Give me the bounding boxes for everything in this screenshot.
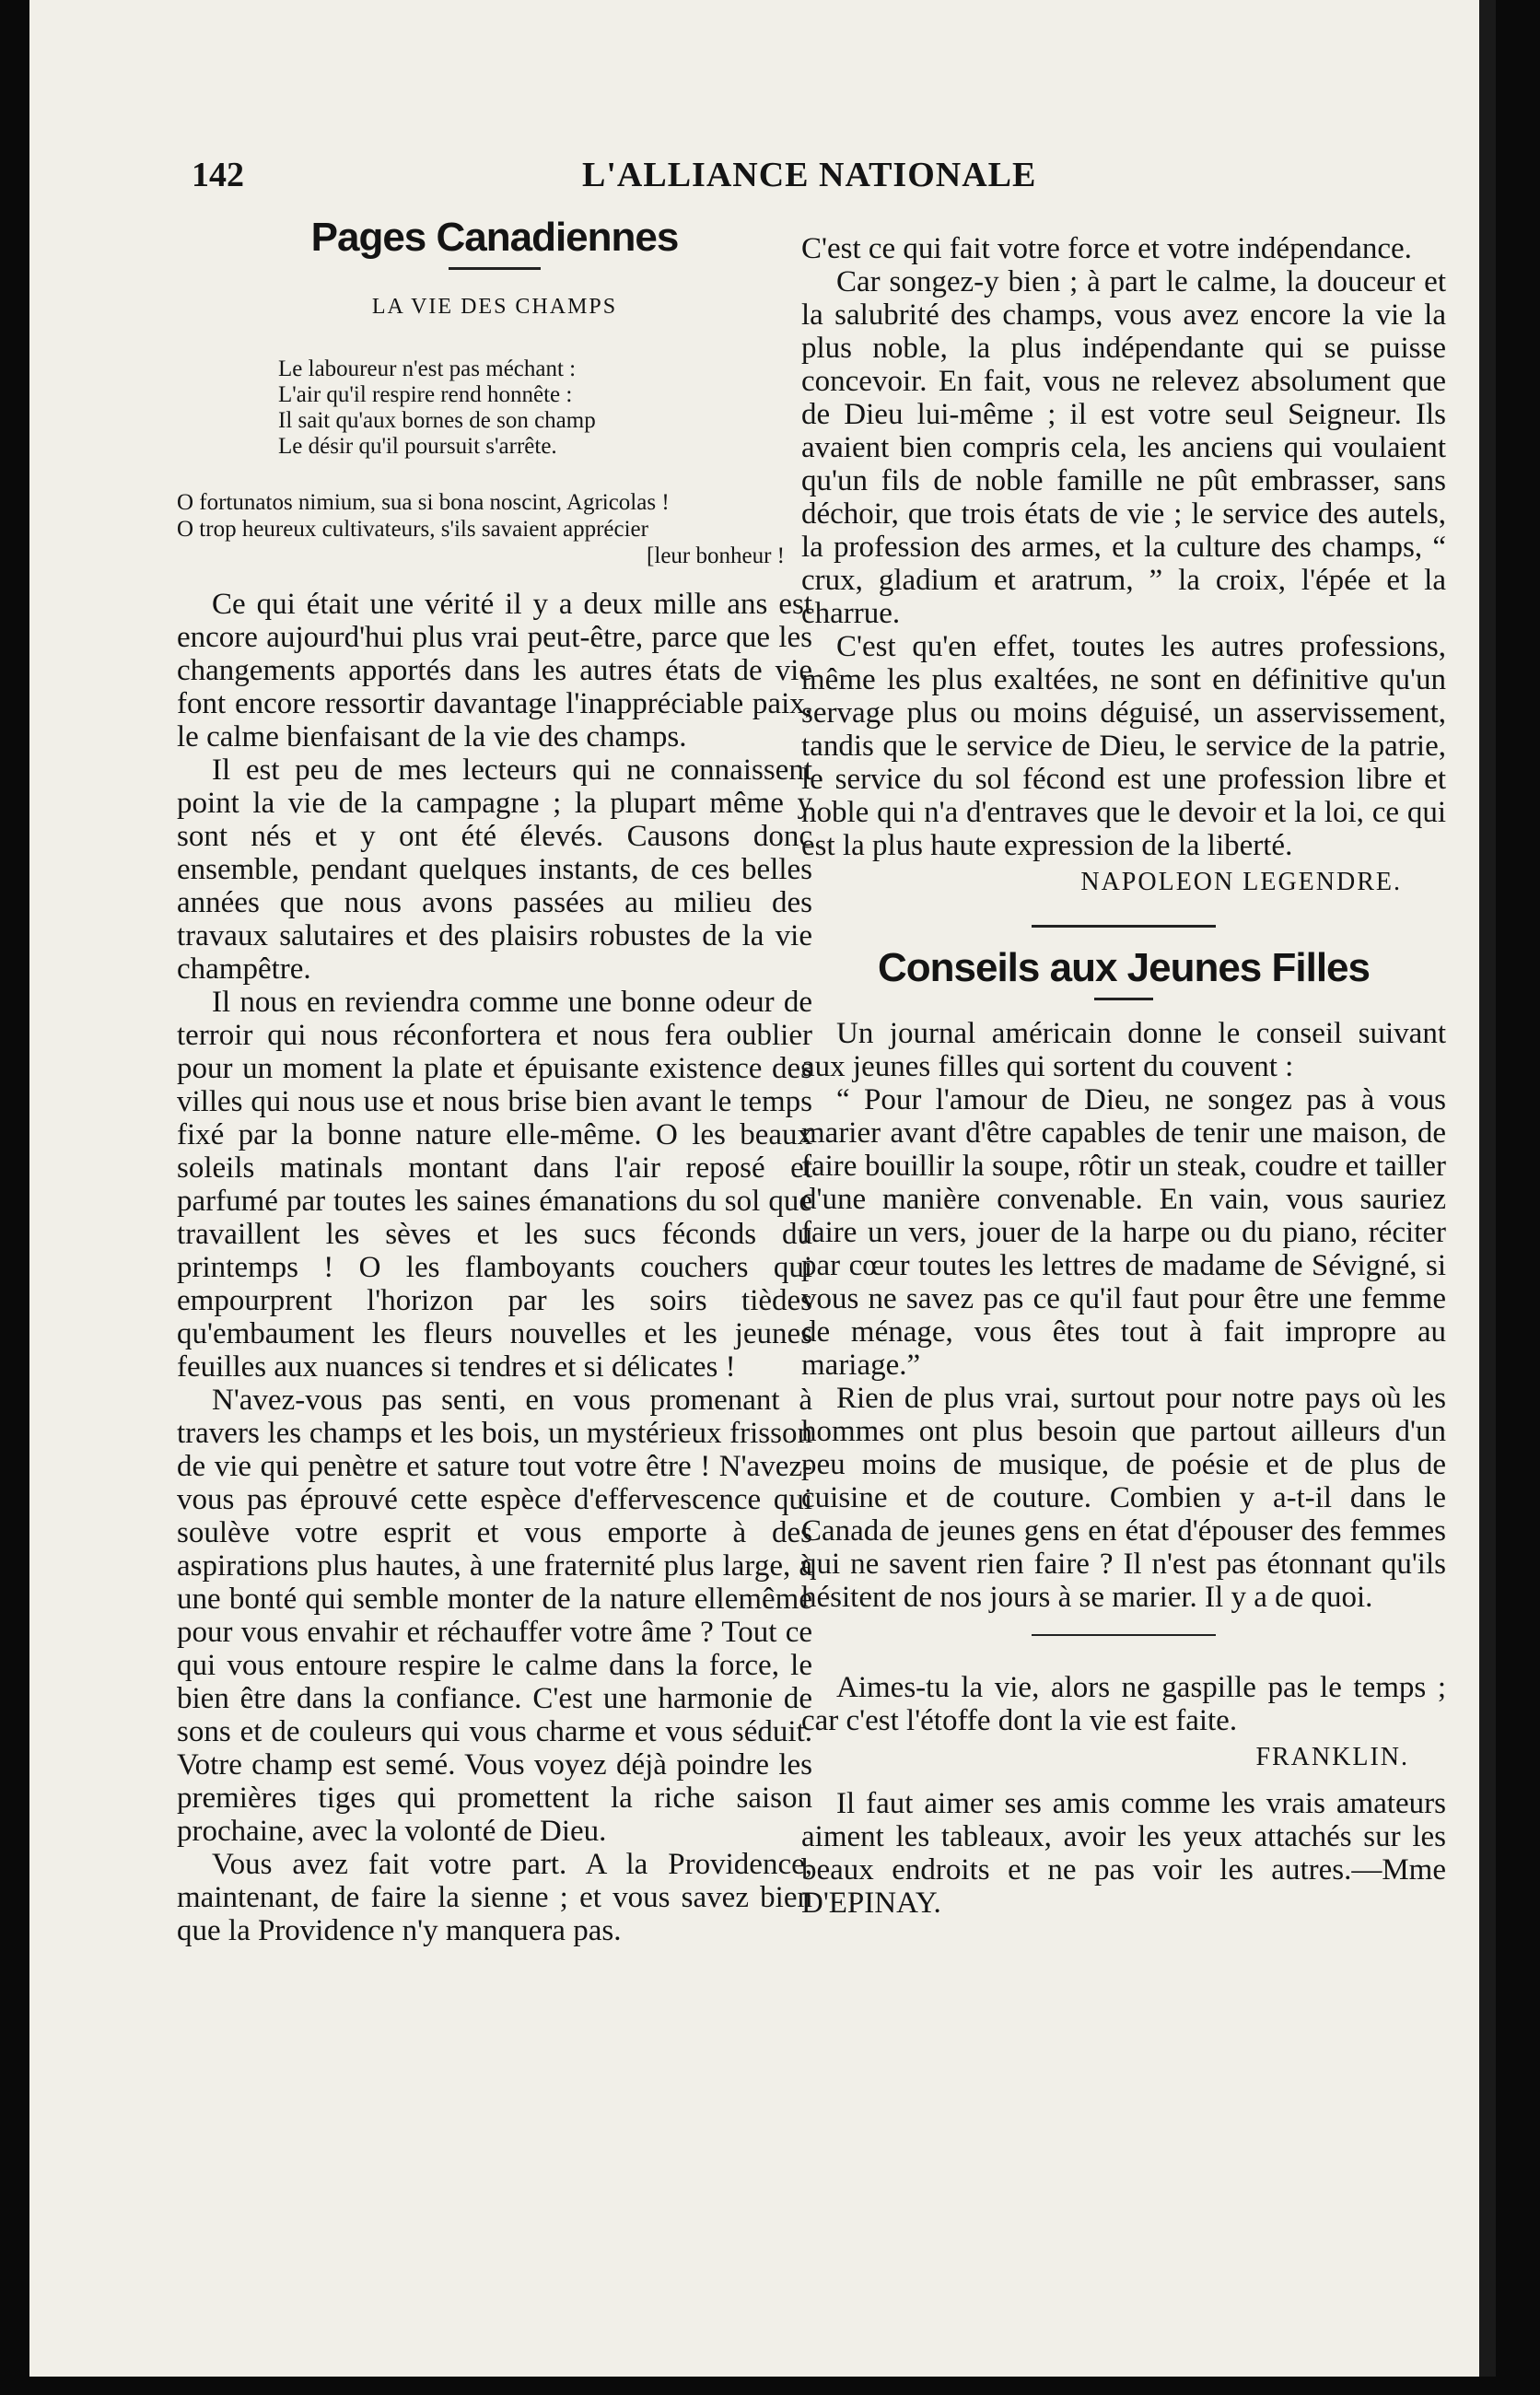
latin-quote: O fortunatos nimium, sua si bona noscint, Agricolas !: [177, 490, 670, 515]
poem-line: Le laboureur n'est pas méchant :: [278, 356, 577, 381]
left-column: [177, 215, 812, 1947]
french-quote: O trop heureux cultivateurs, s'ils savaient apprécier: [177, 517, 648, 542]
page-edge-shadow: [1479, 0, 1496, 2377]
section-separator: [1032, 925, 1216, 928]
article-title: Pages Canadiennes: [310, 215, 679, 260]
maxim: Aimes-tu la vie, alors ne gaspille pas le temps ; car c'est l'étoffe dont la vie est faite.: [801, 1671, 1446, 1737]
paragraph: C'est ce qui fait votre force et votre indépendance.: [801, 232, 1412, 265]
journal-page: [29, 0, 1496, 2377]
section-separator: [1032, 1634, 1216, 1636]
author-signature: NAPOLEON LEGENDRE.: [1080, 868, 1402, 896]
page-number: 142: [192, 156, 244, 194]
poem-line: Il sait qu'aux bornes de son champ: [278, 408, 596, 433]
poem-line: L'air qu'il respire rend honnête :: [278, 382, 573, 407]
paragraph: Il nous en reviendra comme une bonne odeur de terroir qui nous réconfortera et nous fera oublier pour un moment la plate et épuisante existence des villes qui nous use et nous brise bien avant le temps fixé par la bonne nature elle-même. O les beaux soleils matinals montant dans l'air reposé et parfumé par toutes les saines émanations du sol que travaillent les sèves et les sucs féconds du printemps ! O les flamboyants couchers qui empourprent l'horizon par les soirs tièdes qu'embaument les fleurs nouvelles et les jeunes feuilles aux nuances si tendres et si délicates !: [177, 986, 812, 1384]
article-subtitle: LA VIE DES CHAMPS: [371, 295, 618, 319]
right-column: [801, 232, 1446, 1920]
maxim-author: FRANKLIN.: [1255, 1743, 1409, 1771]
french-quote-end: [leur bonheur !: [647, 543, 785, 568]
title-rule: [449, 267, 541, 270]
paragraph: C'est qu'en effet, toutes les autres professions, même les plus exaltées, ne sont en définitive qu'un servage plus ou moins déguisé, un asservissement, tandis que le service de Dieu, le service de la patrie, le service du sol fécond est une profession libre et noble qui n'a d'entraves que le devoir et la loi, ce qui est la plus haute expression de la liberté.: [801, 630, 1446, 862]
epigraph-quote: [177, 489, 812, 569]
paragraph: Un journal américain donne le conseil suivant aux jeunes filles qui sortent du couvent :: [801, 1017, 1446, 1083]
title-rule: [1094, 998, 1153, 1000]
paragraph: “ Pour l'amour de Dieu, ne songez pas à vous marier avant d'être capables de tenir une maison, de faire bouillir la soupe, rôtir un steak, coudre et tailler d'une manière convenable. En vain, vous sauriez faire un vers, jouer de la harpe ou du piano, réciter par cœur toutes les lettres de madame de Sévigné, si vous ne savez pas ce qu'il faut pour être une femme de ménage, vous êtes tout à fait impropre au mariage.”: [801, 1083, 1446, 1382]
poem-line: Le désir qu'il poursuit s'arrête.: [278, 434, 557, 459]
paragraph: N'avez-vous pas senti, en vous promenant à travers les champs et les bois, un mystérieux frisson de vie qui penètre et sature tout votre être ! N'avez-vous pas éprouvé cette espèce d'effervescence qui soulève votre esprit et vous emporte à des aspirations plus hautes, à une fraternité plus large, à une bonté qui semble monter de la nature ellemême pour vous envahir et réchauffer votre âme ? Tout ce qui vous entoure respire le calme dans la force, le bien être dans la confiance. C'est une harmonie de sons et de couleurs qui vous charme et vous séduit. Votre champ est semé. Vous voyez déjà poindre les premières tiges qui promettent la riche saison prochaine, avec la volonté de Dieu.: [177, 1384, 812, 1848]
epigraph-poem: [278, 356, 812, 460]
paragraph: Rien de plus vrai, surtout pour notre pays où les hommes ont plus besoin que partout ailleurs d'un peu moins de musique, de poésie et de plus de cuisine et de couture. Combien y a-t-il dans le Canada de jeunes gens en état d'épouser des femmes qui ne savent rien faire ? Il n'est pas étonnant qu'ils hésitent de nos jours à se marier. Il y a de quoi.: [801, 1382, 1446, 1614]
paragraph: Vous avez fait votre part. A la Providence, maintenant, de faire la sienne ; et vous savez bien que la Providence n'y manquera pas.: [177, 1848, 812, 1947]
paragraph: Il est peu de mes lecteurs qui ne connaissent point la vie de la campagne ; la plupart même y sont nés et y ont été élevés. Causons donc ensemble, pendant quelques instants, de ces belles années que nous avons passées au milieu des travaux salutaires et des plaisirs robustes de la vie champêtre.: [177, 754, 812, 986]
article-title-2: Conseils aux Jeunes Filles: [877, 945, 1370, 990]
maxim: Il faut aimer ses amis comme les vrais amateurs aiment les tableaux, avoir les yeux attachés sur les beaux endroits et ne pas voir les autres.—Mme D'EPINAY.: [801, 1787, 1446, 1920]
paragraph: Car songez-y bien ; à part le calme, la douceur et la salubrité des champs, vous avez encore la vie la plus noble, la plus indépendante qui se puisse concevoir. En fait, vous ne relevez absolument que de Dieu lui-même ; il est votre seul Seigneur. Ils avaient bien compris cela, les anciens qui voulaient qu'un fils de noble famille ne pût embrasser, sans déchoir, que trois états de vie ; le service des autels, la profession des armes, et la culture des champs, “ crux, gladium et aratrum, ” la croix, l'épée et la charrue.: [801, 265, 1446, 630]
paragraph: Ce qui était une vérité il y a deux mille ans est encore aujourd'hui plus vrai peut-être, parce que les changements apportés dans les autres états de vie font encore ressortir davantage l'inappréciable paix, le calme bienfaisant de la vie des champs.: [177, 588, 812, 754]
page-header: [29, 155, 1496, 210]
running-title: L'ALLIANCE NATIONALE: [582, 156, 1037, 194]
